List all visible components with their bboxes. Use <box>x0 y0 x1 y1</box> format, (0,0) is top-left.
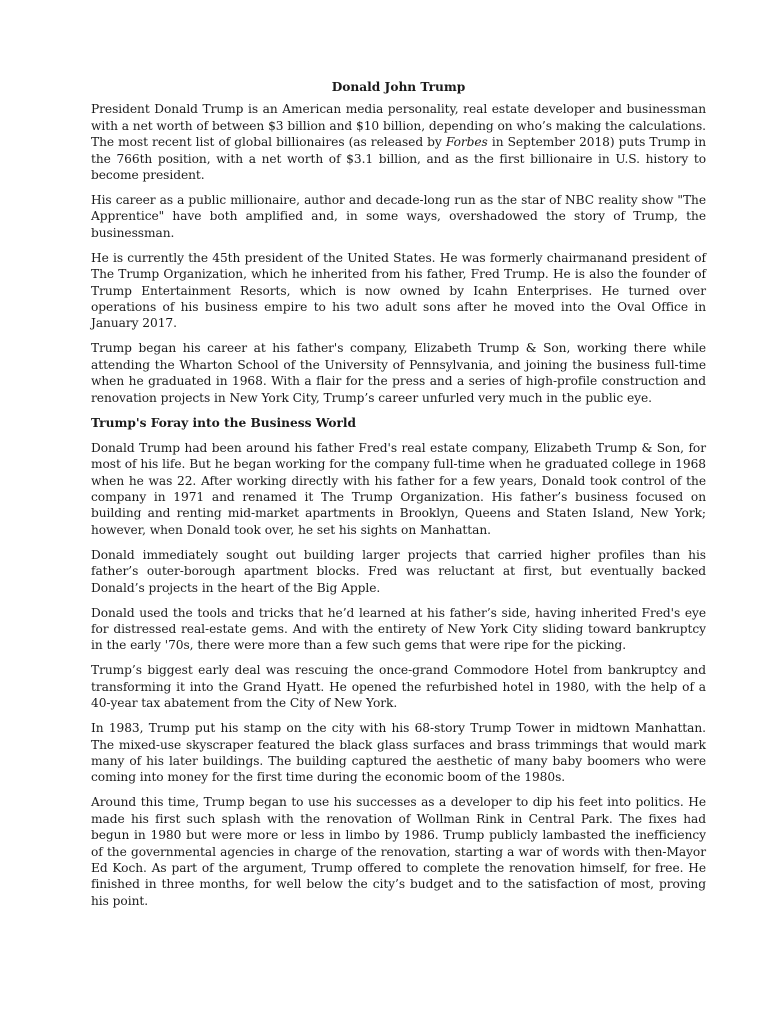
paragraph-larger-projects: Donald immediately sought out building larger projects that carried higher profiles than his father’s outer-borough apartment blocks. Fred was reluctant at first, but eventually backed Donald’s projects in the heart of the Big Apple. <box>91 547 706 595</box>
forbes-emphasis: Forbes <box>445 135 488 150</box>
paragraph-presidency: He is currently the 45th president of the United States. He was formerly chairmanand president of The Trump Organization, which he inherited from his father, Fred Trump. He is also the founder of Trump Entertainment Resorts, which is now owned by Icahn Enterprises. He turned over operations of his business empire to his two adult sons after he moved into the Oval Office in January 2017. <box>91 250 706 331</box>
paragraph-commodore-hotel: Trump’s biggest early deal was rescuing the once-grand Commodore Hotel from bankruptcy and transforming it into the Grand Hyatt. He opened the refurbished hotel in 1980, with the help of a 40-year tax abatement from the City of New York. <box>91 663 706 711</box>
paragraph-career: His career as a public millionaire, author and decade-long run as the star of NBC reality show "The Apprentice" have both amplified and, in some ways, overshadowed the story of Trump, the businessman. <box>91 193 706 240</box>
paragraph-intro-text-start: President Donald Trump is an American media personality, real estate developer and businessman with a net worth of between $3 billion and $10 billion, depending on who’s making the calculations. The most recent list of global billionaires (as released by <box>91 102 706 150</box>
paragraph-trump-tower: In 1983, Trump put his stamp on the city with his 68-story Trump Tower in midtown Manhattan. The mixed-use skyscraper featured the black glass surfaces and brass trimmings that would mark many of his later buildings. The building captured the aesthetic of many baby boomers who were coming into money for the first time during the economic boom of the 1980s. <box>91 721 706 785</box>
paragraph-business-start: Donald Trump had been around his father Fred's real estate company, Elizabeth Trump & Son, for most of his life. But he began working for the company full-time when he graduated college in 1968 when he was 22. After working directly with his father for a few years, Donald took control of the company in 1971 and renamed it The Trump Organization. His father’s business focused on building and renting mid-market apartments in Brooklyn, Queens and Staten Island, New York; however, when Donald took over, he set his sights on Manhattan. <box>91 440 706 537</box>
paragraph-intro-text-end: in September 2018) puts Trump in the 766th position, with a net worth of $3.1 billion, and as the first billionaire in U.S. history to become president. <box>91 135 706 183</box>
paragraph-wollman-rink: Around this time, Trump began to use his successes as a developer to dip his feet into politics. He made his first such splash with the renovation of Wollman Rink in Central Park. The fixes had begun in 1980 but were more or less in limbo by 1986. Trump publicly lambasted the inefficiency of the governmental agencies in charge of the renovation, starting a war of words with then-Mayor Ed Koch. As part of the argument, Trump offered to complete the renovation himself, for free. He finished in three months, for well below the city’s budget and to the satisfaction of most, proving his point. <box>91 795 706 908</box>
document-title: Donald John Trump <box>331 80 466 94</box>
section-heading: Trump's Foray into the Business World <box>91 415 357 430</box>
paragraph-early-career: Trump began his career at his father's company, Elizabeth Trump & Son, working there while attending the Wharton School of the University of Pennsylvania, and joining the business full-time when he graduated in 1968. With a flair for the press and a series of high-profile construction and renovation projects in New York City, Trump’s career unfurled very much in the public eye. <box>91 341 706 405</box>
paragraph-tools-tricks: Donald used the tools and tricks that he’d learned at his father’s side, having inherited Fred's eye for distressed real-estate gems. And with the entirety of New York City sliding toward bankruptcy in the early '70s, there were more than a few such gems that were ripe for the picking. <box>91 605 706 653</box>
document-page <box>91 79 706 918</box>
paragraph-intro <box>91 101 706 183</box>
